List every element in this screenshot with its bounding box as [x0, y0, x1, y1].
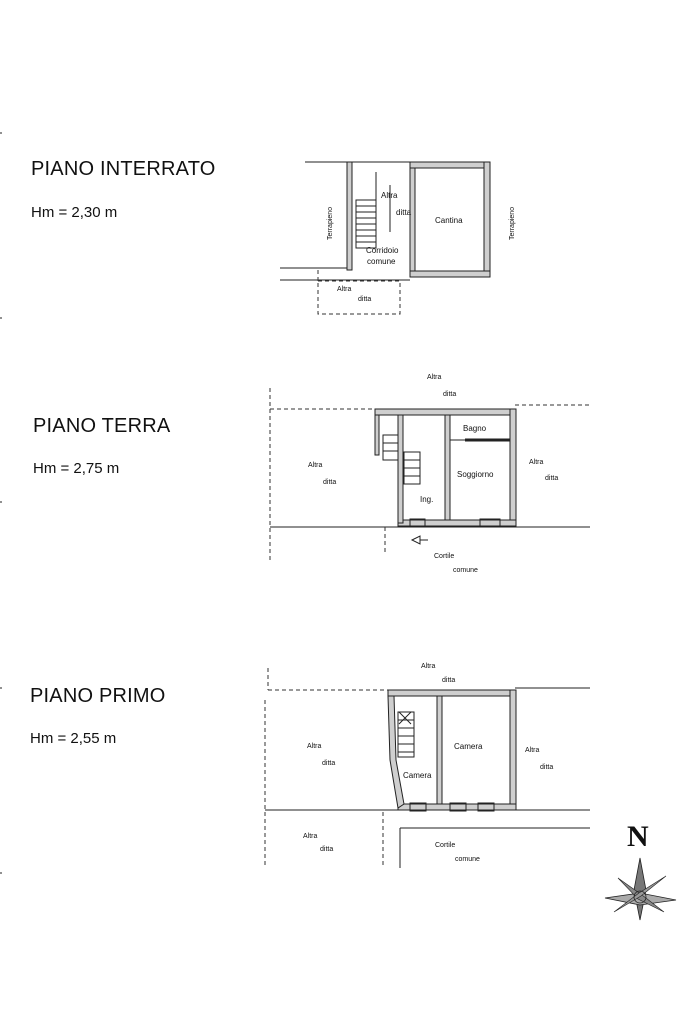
floor-height-interrato: Hm = 2,30 m — [31, 204, 118, 221]
label-comune: comune — [367, 257, 396, 266]
label-ditta: ditta — [396, 208, 412, 217]
staircase — [383, 435, 398, 460]
label-altra-bottom: Altra — [303, 833, 318, 840]
label-comune: comune — [455, 856, 480, 863]
plan-terra — [270, 374, 590, 574]
label-camera-left: Camera — [403, 771, 432, 780]
label-altra-bottom: Altra — [337, 286, 352, 293]
wall — [347, 162, 352, 270]
label-altra: Altra — [381, 191, 398, 200]
label-ditta-left: ditta — [323, 479, 337, 486]
label-terrapieno-left: Terrapieno — [327, 206, 334, 240]
label-altra-right: Altra — [529, 459, 544, 466]
wall — [388, 690, 516, 696]
label-cortile: Cortile — [434, 553, 455, 560]
wall — [410, 162, 490, 168]
wall — [375, 409, 515, 415]
label-ditta-bottom: ditta — [358, 296, 372, 303]
plan-interrato — [280, 162, 516, 314]
wall — [375, 415, 379, 455]
label-ing: Ing. — [420, 495, 434, 504]
label-ditta-top: ditta — [443, 391, 457, 398]
wall — [484, 162, 490, 277]
floor-height-terra: Hm = 2,75 m — [33, 460, 120, 477]
label-ditta-right: ditta — [545, 475, 559, 482]
label-ditta-bottom: ditta — [320, 846, 334, 853]
label-altra-right: Altra — [525, 747, 540, 754]
label-cortile: Cortile — [435, 842, 456, 849]
label-altra-top: Altra — [421, 663, 436, 670]
wall — [398, 520, 516, 526]
label-corridoio: Corridoio — [366, 246, 399, 255]
compass-needle — [634, 858, 646, 920]
wall — [398, 415, 403, 523]
wall — [410, 168, 415, 271]
label-ditta-left: ditta — [322, 760, 336, 767]
label-bagno: Bagno — [463, 424, 487, 433]
label-altra-left: Altra — [307, 743, 322, 750]
label-camera-right: Camera — [454, 742, 483, 751]
plan-primo — [265, 663, 590, 868]
wall — [437, 696, 442, 804]
label-altra-top: Altra — [427, 374, 442, 381]
label-ditta-right: ditta — [540, 764, 554, 771]
floor-height-primo: Hm = 2,55 m — [30, 730, 117, 747]
floor-title-interrato: PIANO INTERRATO — [31, 158, 216, 180]
entrance-arrow-icon — [412, 536, 420, 544]
label-comune: comune — [453, 567, 478, 574]
wall — [398, 804, 516, 810]
label-terrapieno-right: Terrapieno — [509, 206, 516, 240]
wall — [410, 271, 490, 277]
floor-title-primo: PIANO PRIMO — [30, 685, 166, 707]
floor-title-terra: PIANO TERRA — [33, 415, 171, 437]
label-cantina: Cantina — [435, 216, 463, 225]
wall — [510, 409, 516, 527]
label-soggiorno: Soggiorno — [457, 470, 494, 479]
north-letter: N — [627, 820, 649, 853]
wall — [445, 415, 450, 520]
wall — [510, 690, 516, 810]
label-altra-left: Altra — [308, 462, 323, 469]
label-ditta-top: ditta — [442, 677, 456, 684]
compass-rose-icon — [605, 820, 676, 920]
